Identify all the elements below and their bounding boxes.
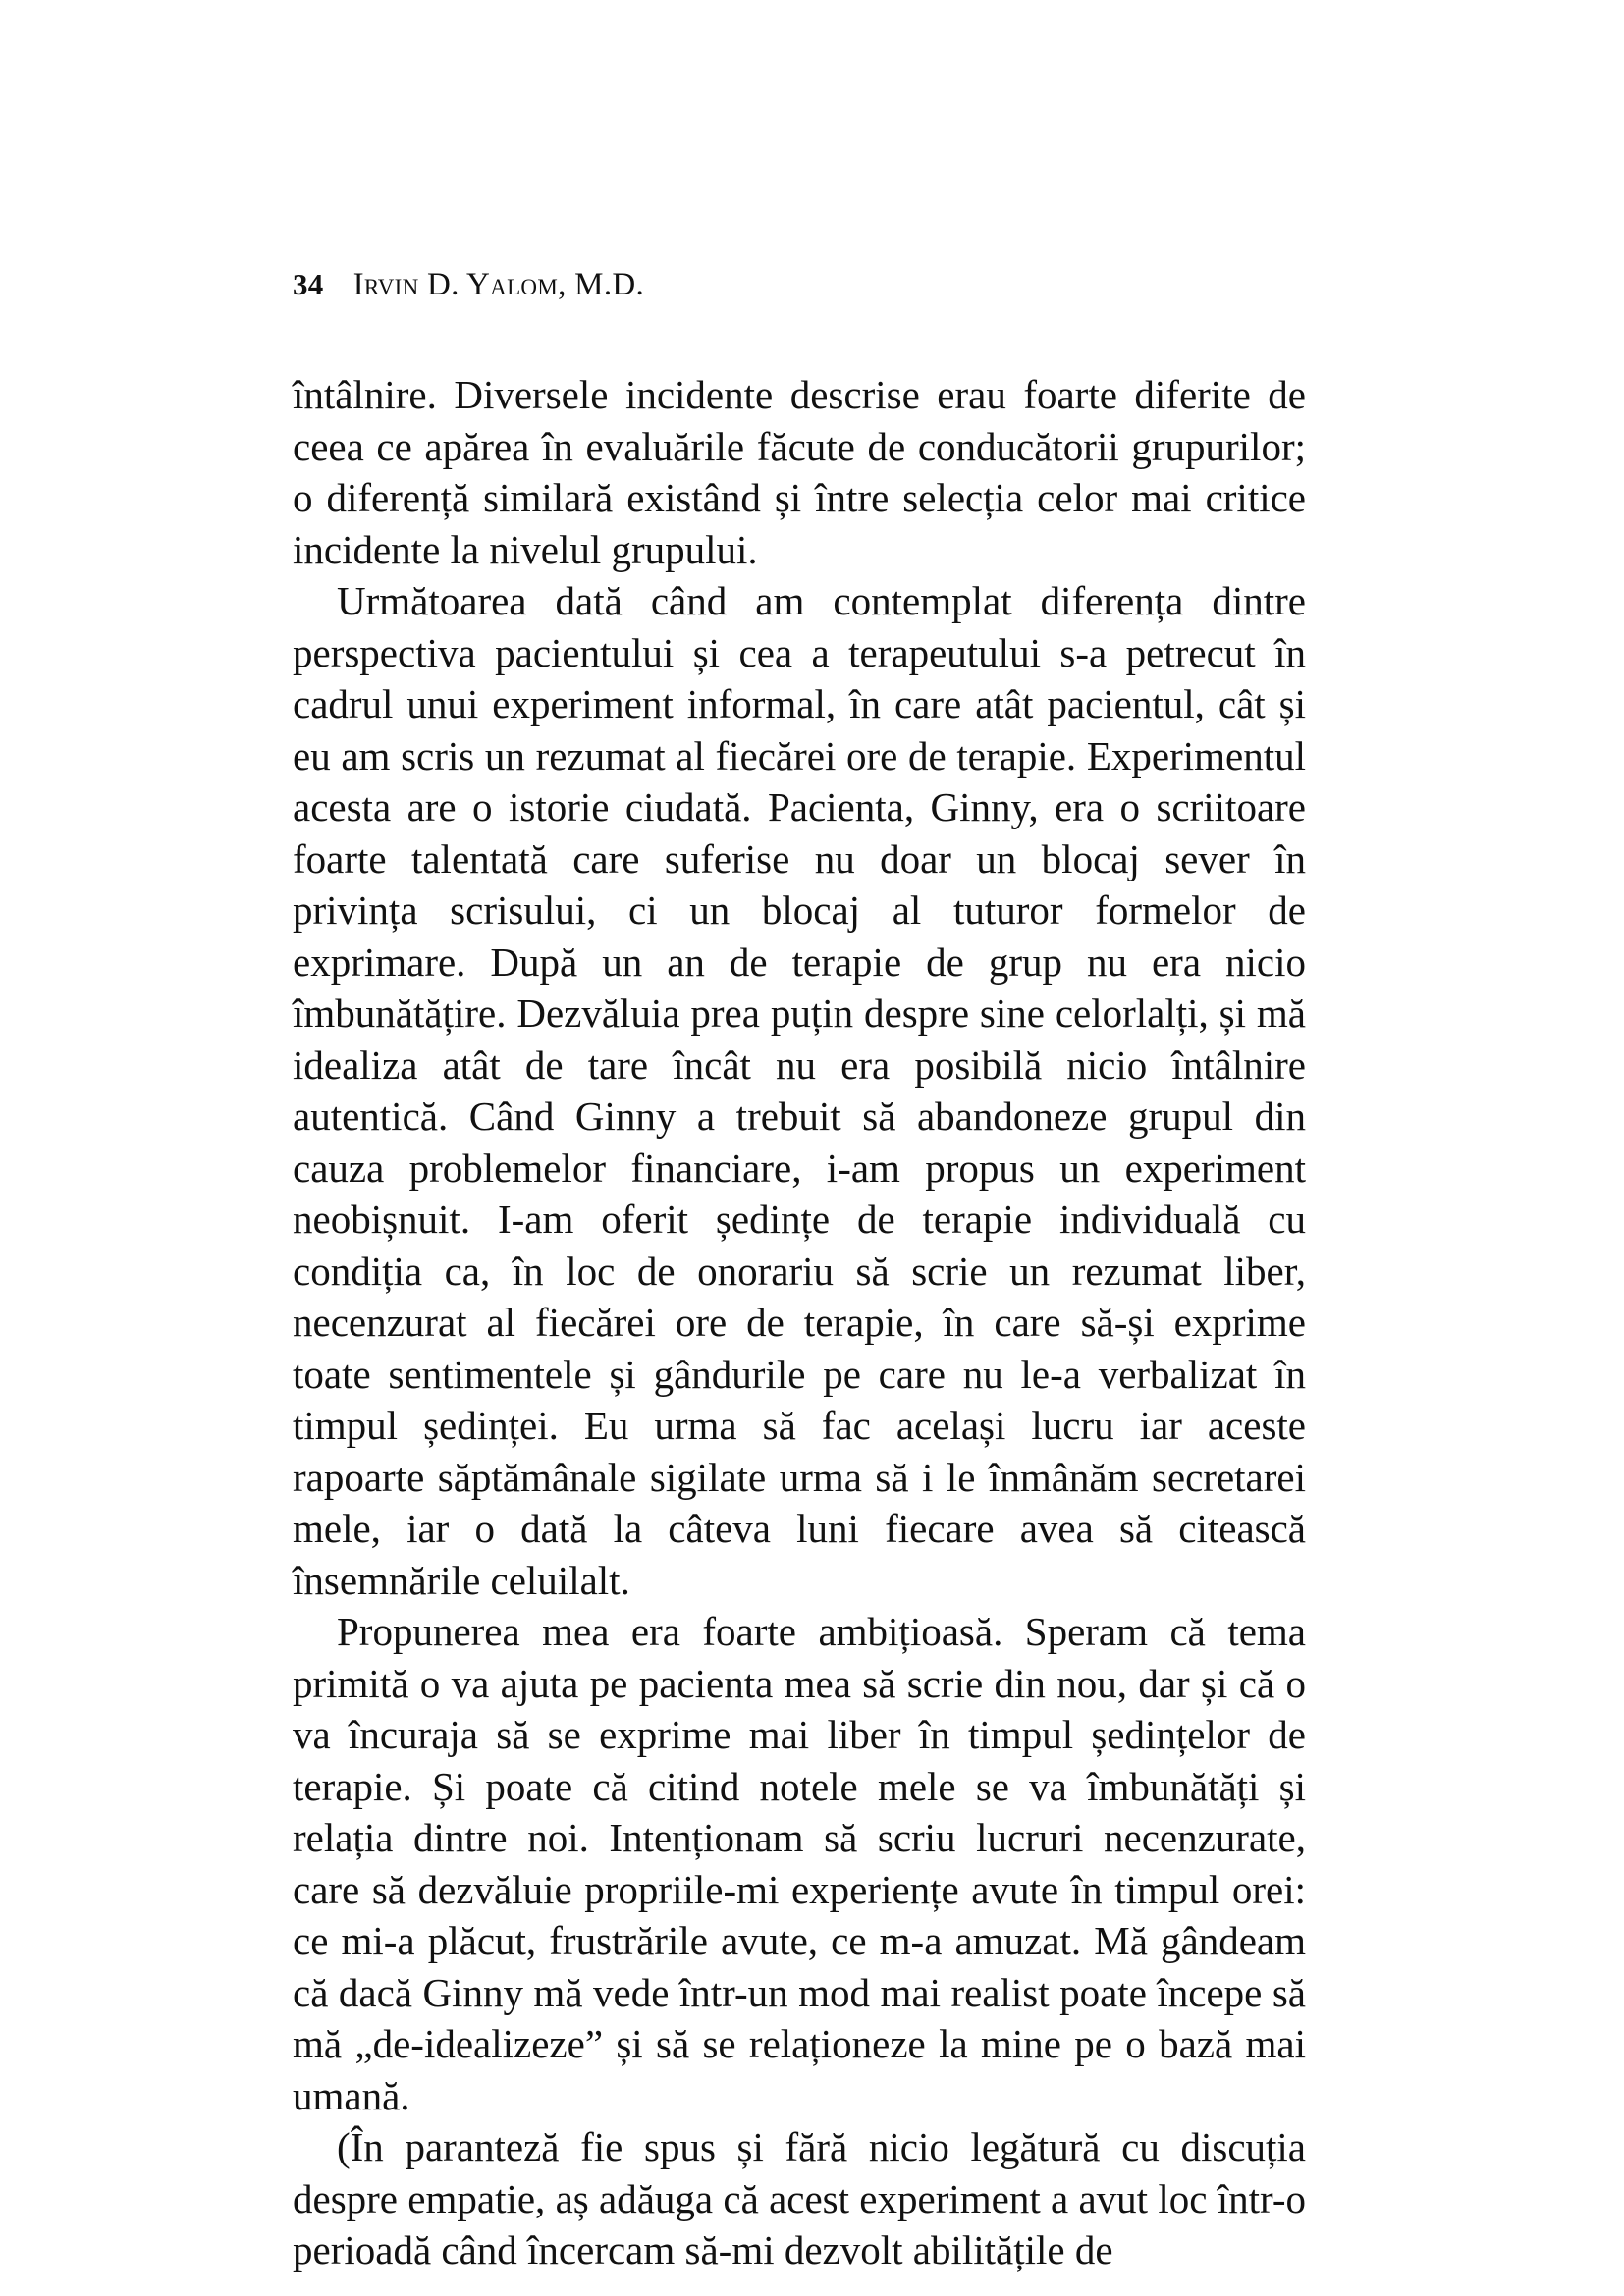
running-header xyxy=(293,265,1306,304)
body-text xyxy=(293,369,1306,2276)
page-number: 34 xyxy=(293,267,324,301)
paragraph: Propunerea mea era foarte ambițioasă. Speram că tema primită o va ajuta pe pacienta mea să scrie din nou, dar și că o va încuraja să se exprime mai liber în timpul ședințelor de terapie. Și poate că citind notele mele se va îmbunătăți și relația dintre noi. Intenționam să scriu lucruri necenzurate, care să dezvăluie propriile-mi experiențe avute în timpul orei: ce mi-a plăcut, frustrările avute, ce m-a amuzat. Mă gândeam că dacă Ginny mă vede într-un mod mai realist poate începe să mă „de-idealizeze” și să se relaționeze la mine pe o bază mai umană. xyxy=(293,1609,1306,2118)
paragraph: Următoarea dată când am contemplat diferența dintre perspectiva pacientului și cea a terapeutului s-a petrecut în cadrul unui experiment informal, în care atât pacientul, cât și eu am scris un rezumat al fiecărei ore de terapie. Experimentul acesta are o istorie ciudată. Pacienta, Ginny, era o scriitoare foarte talentată care suferise nu doar un blocaj sever în privința scrisului, ci un blocaj al tuturor formelor de exprimare. După un an de terapie de grup nu era nicio îmbunătățire. Dezvăluia prea puțin despre sine celorlalți, și mă idealiza atât de tare încât nu era posibilă nicio întâlnire autentică. Când Ginny a trebuit să abandoneze grupul din cauza problemelor financiare, i-am propus un experiment neobișnuit. I-am oferit ședințe de terapie individuală cu condiția ca, în loc de onorariu să scrie un rezumat liber, necenzurat al fiecărei ore de terapie, în care să-și exprime toate sentimentele și gândurile pe care nu le-a verbalizat în timpul ședinței. Eu urma să fac același lucru iar aceste rapoarte săptămânale sigilate urma să i le înmânăm secretarei mele, iar o dată la câteva luni fiecare avea să citească însemnările celuilalt. xyxy=(293,578,1306,1603)
book-page xyxy=(293,265,1306,2276)
paragraph-continued: întâlnire. Diversele incidente descrise erau foarte diferite de ceea ce apărea în evaluările făcute de conducătorii grupurilor; o diferență similară existând și între selecția celor mai critice incidente la nivelul grupului. xyxy=(293,372,1306,572)
running-head-author: Irvin D. Yalom, M.D. xyxy=(352,267,645,302)
paragraph: (În paranteză fie spus și fără nicio legătură cu discuția despre empatie, aș adăuga că acest experiment a avut loc într-o perioadă când încercam să-mi dezvolt abilitățile de xyxy=(293,2124,1306,2272)
